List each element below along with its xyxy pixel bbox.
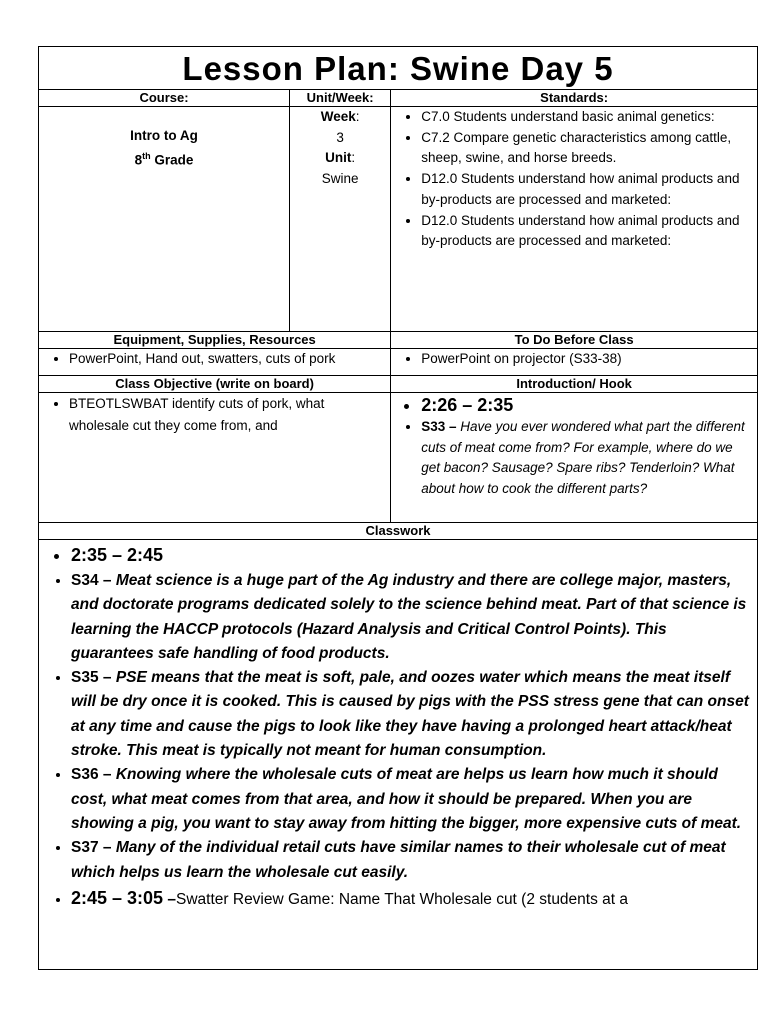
page-title: Lesson Plan: Swine Day 5: [39, 47, 758, 90]
standard-item: • C7.0 Students understand basic animal genetics:: [421, 107, 753, 128]
unit-value: Swine: [321, 170, 359, 186]
hook-time: • 2:26 – 2:35: [421, 393, 753, 417]
standards-header: Standards:: [391, 90, 758, 107]
classwork-item: • S36 – Knowing where the wholesale cuts of meat are helps us learn how much it should cost, what meat comes from that area, and how it should be prepared. When you are showing a pig, you want to stay away from hitting the bigger, more expensive cuts of meat.: [71, 763, 753, 836]
course-cell: [39, 107, 290, 332]
todo-item: • PowerPoint on projector (S33-38): [421, 349, 753, 369]
objective-header: Class Objective (write on board): [39, 376, 391, 393]
week-label: Week:: [320, 109, 360, 124]
unit-week-cell: [290, 107, 391, 332]
week-value: 3: [336, 129, 344, 145]
classwork-time-2: • 2:45 – 3:05 –Swatter Review Game: Name That Wholesale cut (2 students at a: [71, 885, 753, 913]
classwork-item: • S37 – Many of the individual retail cuts have similar names to their wholesale cut of meat which helps us learn the wholesale cut easily.: [71, 836, 753, 885]
course-name: Intro to Ag: [130, 128, 198, 143]
course-grade: 8th Grade: [134, 151, 194, 168]
equipment-item: • PowerPoint, Hand out, swatters, cuts of pork: [69, 349, 386, 369]
classwork-header: Classwork: [39, 523, 758, 540]
todo-cell: [391, 349, 758, 376]
classwork-item: • S34 – Meat science is a huge part of the Ag industry and there are college major, masters, and doctorate programs dedicated solely to the science behind meat. Part of that science is learning the HACCP protocols (Hazard Analysis and Critical Control Points). This guarantees safe handling of food products.: [71, 569, 753, 666]
unit-label: Unit:: [325, 150, 356, 165]
standards-cell: [391, 107, 758, 332]
classwork-time-1: • 2:35 – 2:45: [71, 542, 753, 569]
standard-item: • D12.0 Students understand how animal products and by-products are processed and marketed:: [421, 169, 753, 210]
hook-item: • S33 – Have you ever wondered what part the different cuts of meat come from? For example, where do we get bacon? Sausage? Spare ribs? Tenderloin? What about how to cook the different parts?: [421, 417, 753, 500]
hook-cell: [391, 393, 758, 523]
standard-item: • D12.0 Students understand how animal products and by-products are processed and marketed:: [421, 211, 753, 252]
unit-week-header: Unit/Week:: [290, 90, 391, 107]
course-header: Course:: [39, 90, 290, 107]
classwork-cell: [39, 540, 758, 970]
hook-header: Introduction/ Hook: [391, 376, 758, 393]
objective-cell: [39, 393, 391, 523]
lesson-plan-page: [38, 46, 758, 970]
objective-item: • BTEOTLSWBAT identify cuts of pork, what wholesale cut they come from, and: [69, 393, 386, 437]
classwork-item: • S35 – PSE means that the meat is soft, pale, and oozes water which means the meat itself will be dry once it is cooked. This is caused by pigs with the PSS stress gene that can onset at any time and cause the pigs to look like they have having a prolonged heart attack/heat stroke. This meat is typically not meant for human consumption.: [71, 666, 753, 763]
equipment-cell: [39, 349, 391, 376]
todo-header: To Do Before Class: [391, 332, 758, 349]
standard-item: • C7.2 Compare genetic characteristics among cattle, sheep, swine, and horse breeds.: [421, 128, 753, 169]
lesson-plan-table: [38, 46, 758, 970]
equipment-header: Equipment, Supplies, Resources: [39, 332, 391, 349]
standards-list: [395, 107, 753, 252]
